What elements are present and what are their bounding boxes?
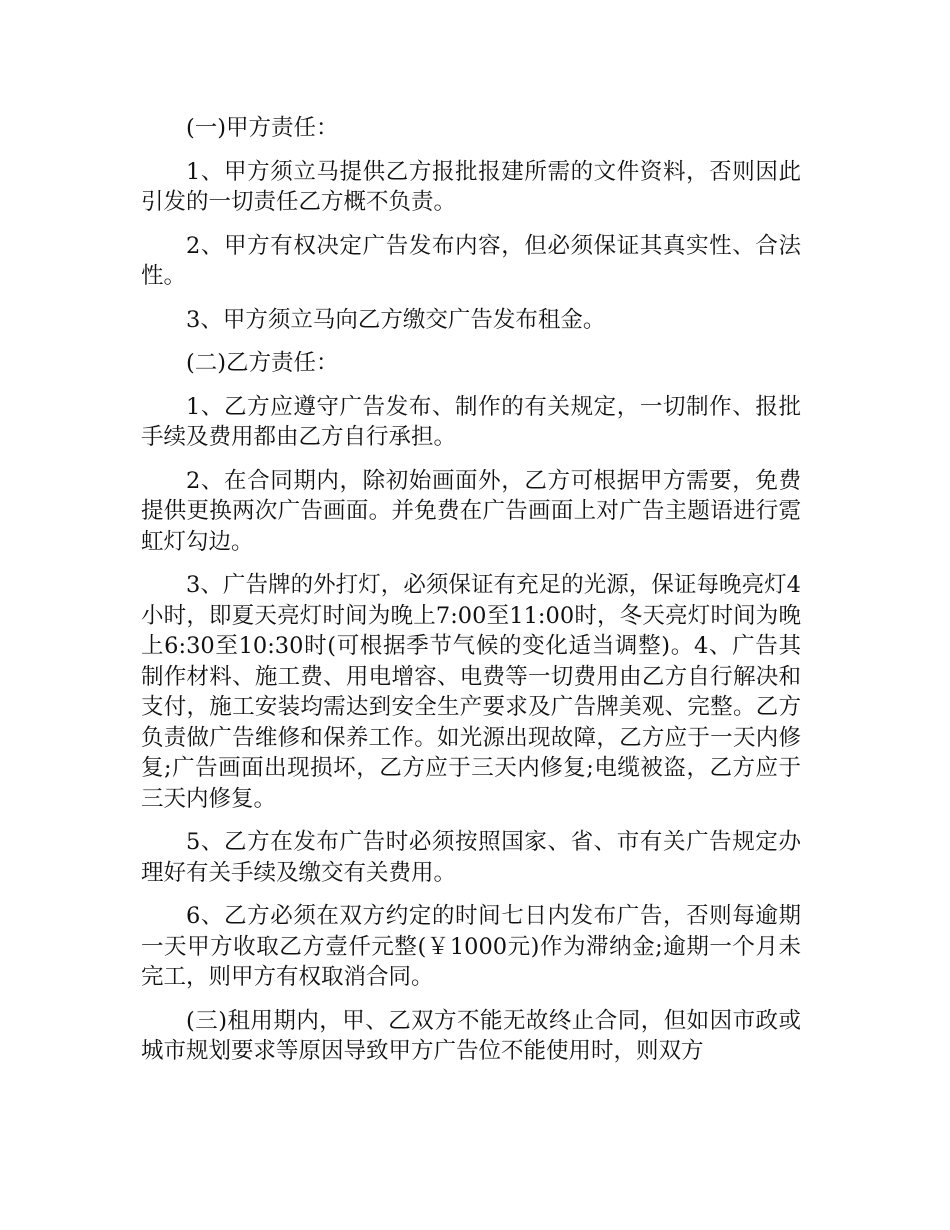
section-heading-party-b: (二)乙方责任： bbox=[186, 350, 339, 376]
paragraph: 6、乙方必须在双方约定的时间七日内发布广告，否则每逾期一天甲方收取乙方壹仟元整(￥1000元)作为滞纳金;逾期一个月未完工，则甲方有权取消合同。 bbox=[141, 903, 801, 990]
paragraph: 2、甲方有权决定广告发布内容，但必须保证其真实性、合法性。 bbox=[141, 232, 801, 289]
section-heading-party-a: (一)甲方责任： bbox=[186, 115, 339, 141]
paragraph: 1、乙方应遵守广告发布、制作的有关规定，一切制作、报批手续及费用都由乙方自行承担。 bbox=[141, 393, 801, 450]
paragraph: 3、广告牌的外打灯，必须保证有充足的光源，保证每晚亮灯4小时，即夏天亮灯时间为晚上7:00至11:00时，冬天亮灯时间为晚上6:30至10:30时(可根据季节气候的变化适当调整)。4、广告其制作材料、施工费、用电增容、电费等一切费用由乙方自行解决和支付，施工安装均需达到安全生产要求及广告牌美观、完整。乙方负责做广告维修和保养工作。如光源出现故障，乙方应于一天内修复;广告画面出现损坏，乙方应于三天内修复;电缆被盗，乙方应于三天内修复。 bbox=[141, 572, 801, 812]
paragraph: 1、甲方须立马提供乙方报批报建所需的文件资料，否则因此引发的一切责任乙方概不负责。 bbox=[141, 158, 801, 215]
paragraph: 5、乙方在发布广告时必须按照国家、省、市有关广告规定办理好有关手续及缴交有关费用。 bbox=[141, 829, 801, 886]
paragraph: 3、甲方须立马向乙方缴交广告发布租金。 bbox=[186, 306, 606, 333]
paragraph: 2、在合同期内，除初始画面外，乙方可根据甲方需要，免费提供更换两次广告画面。并免费在广告画面上对广告主题语进行霓虹灯勾边。 bbox=[141, 467, 801, 555]
document-body bbox=[141, 113, 801, 1080]
section-heading-lease-term: (三)租用期内，甲、乙双方不能无故终止合同，但如因市政或城市规划要求等原因导致甲方广告位不能使用时，则双方 bbox=[141, 1007, 801, 1064]
